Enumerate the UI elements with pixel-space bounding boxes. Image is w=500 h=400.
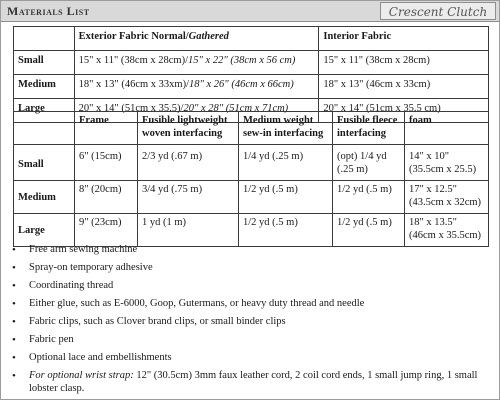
list-item: • Coordinating thread (12, 280, 114, 292)
foam-cell: 18" x 13.5" (46cm x 35.5cm) (405, 214, 489, 247)
size-cell: Small (14, 145, 75, 181)
table-header-row (14, 112, 489, 145)
bullet-icon: • (12, 244, 16, 256)
strap-text: 12" (30.5cm) 3mm faux leather cord, 2 coil cord ends, 1 small jump ring, 1 small lobster clasp. (29, 370, 478, 394)
bullet-icon: • (12, 352, 16, 364)
fusible-woven-cell: 1 yd (1 m) (138, 214, 239, 247)
frame-cell: 6" (15cm) (75, 145, 138, 181)
brand-logo: Crescent Clutch (380, 2, 496, 20)
header-bar (1, 1, 499, 22)
interior-cell: 18" x 13" (46cm x 33cm) (319, 75, 489, 99)
header-cell-foam: foam (405, 112, 489, 145)
fusible-woven-cell: 2/3 yd (.67 m) (138, 145, 239, 181)
sew-in-cell: 1/2 yd (.5 m) (239, 214, 333, 247)
header-cell-empty (14, 27, 75, 51)
header-cell-fleece: Fusible fleece interfacing (333, 112, 405, 145)
header-cell-interior: Interior Fabric (319, 27, 489, 51)
foam-cell: 17" x 12.5" (43.5cm x 32cm) (405, 181, 489, 214)
interior-cell: 15" x 11" (38cm x 28cm) (319, 51, 489, 75)
fleece-cell: (opt) 1/4 yd (.25 m) (333, 145, 405, 181)
list-item: • Either glue, such as E-6000, Goop, Gutermans, or heavy duty thread and needle (12, 298, 365, 310)
table-header-row (14, 27, 489, 51)
size-cell: Medium (14, 181, 75, 214)
bullet-icon: • (12, 334, 16, 346)
frame-cell: 8" (20cm) (75, 181, 138, 214)
list-item: • Free arm sewing machine (12, 244, 138, 256)
table-row (14, 75, 489, 99)
list-item-wrist-strap (9, 369, 489, 395)
table-row (14, 214, 489, 247)
header-cell-exterior: Exterior Fabric Normal/Gathered (74, 27, 319, 51)
frame-cell: 9" (23cm) (75, 214, 138, 247)
header-cell-sew-in: Medium weight sew-in interfacing (239, 112, 333, 145)
section-title: Materials List (7, 4, 90, 18)
bullet-icon: • (12, 298, 16, 310)
header-cell-empty (14, 112, 75, 145)
list-item: • Fabric clips, such as Clover brand clips, or small binder clips (12, 316, 286, 328)
list-item: • Spray-on temporary adhesive (12, 262, 153, 274)
sew-in-cell: 1/2 yd (.5 m) (239, 181, 333, 214)
header-cell-frame: Frame (75, 112, 138, 145)
table-row (14, 145, 489, 181)
bullet-icon: • (12, 316, 16, 328)
size-cell: Medium (14, 75, 75, 99)
header-cell-fusible-woven: Fusible lightweight woven interfacing (138, 112, 239, 145)
supplies-list (9, 243, 489, 400)
list-item: • Fabric pen (12, 334, 74, 346)
size-cell: Large (14, 214, 75, 247)
bullet-icon: • (12, 262, 16, 274)
bullet-icon: • (12, 370, 16, 382)
header-gathered: Gathered (188, 31, 229, 42)
fleece-cell: 1/2 yd (.5 m) (333, 214, 405, 247)
exterior-cell: 20" x 14" (51cm x 35.5)/20" x 28" (51cm x 71cm) (74, 99, 319, 123)
foam-cell: 14" x 10" (35.5cm x 25.5) (405, 145, 489, 181)
size-cell: Large (14, 99, 75, 123)
sew-in-cell: 1/4 yd (.25 m) (239, 145, 333, 181)
fabric-table (13, 26, 489, 123)
exterior-cell: 18" x 13" (46cm x 33xm)/18" x 26" (46cm x 66cm) (74, 75, 319, 99)
strap-label: For optional wrist strap: (29, 370, 134, 381)
list-item: • Optional lace and embellishments (12, 352, 172, 364)
exterior-cell: 15" x 11" (38cm x 28cm)/15" x 22" (38cm x 56 cm) (74, 51, 319, 75)
table-row (14, 51, 489, 75)
fleece-cell: 1/2 yd (.5 m) (333, 181, 405, 214)
fusible-woven-cell: 3/4 yd (.75 m) (138, 181, 239, 214)
size-cell: Small (14, 51, 75, 75)
interior-cell: 20" x 14" (51cm x 35.5 cm) (319, 99, 489, 123)
table-row (14, 181, 489, 214)
notions-table (13, 111, 489, 247)
bullet-icon: • (12, 280, 16, 292)
